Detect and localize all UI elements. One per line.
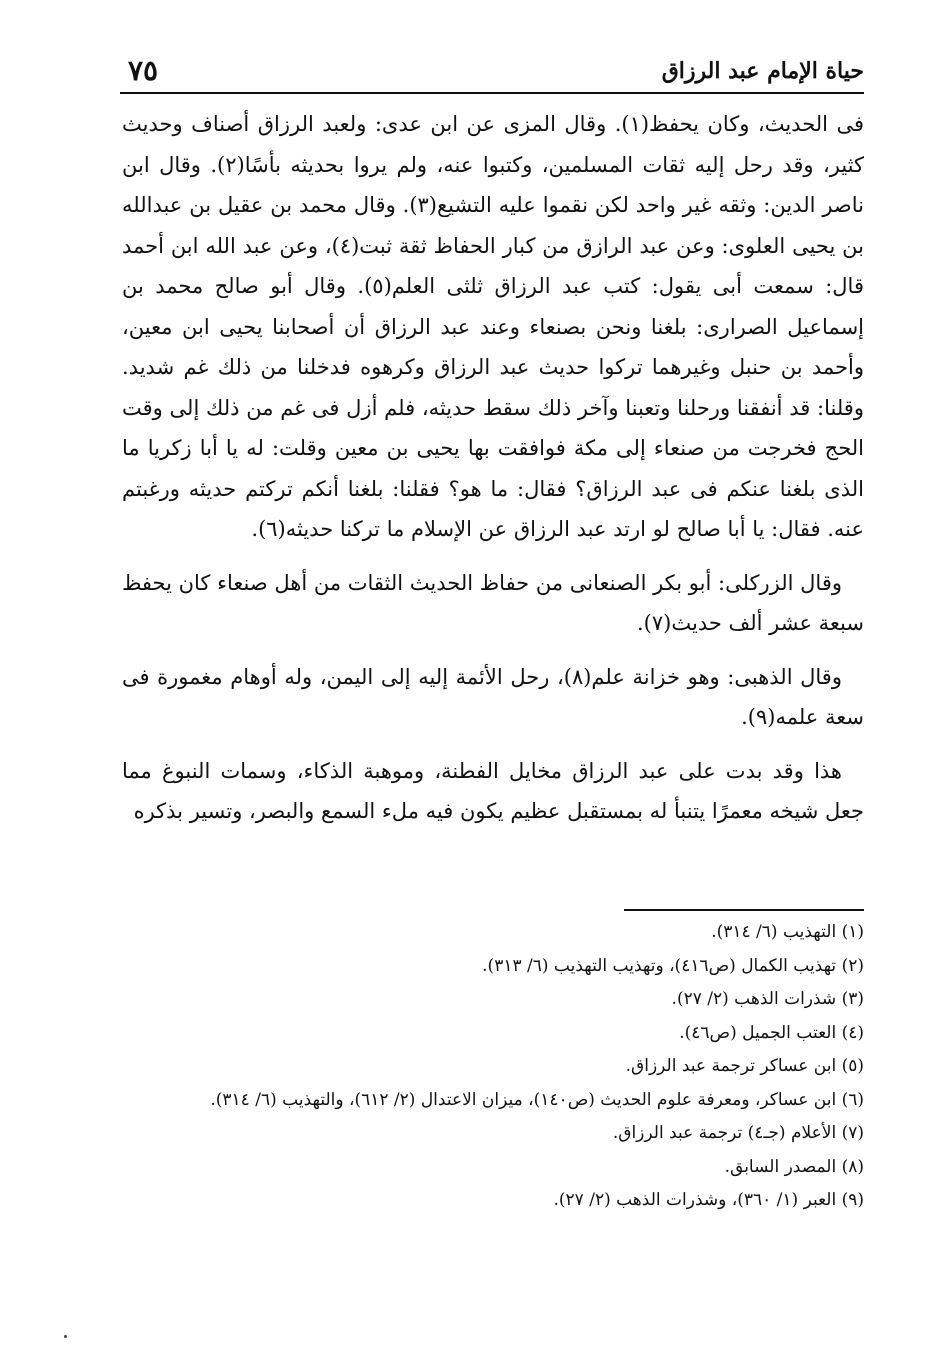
footnote: (٩) العبر (١/ ٣٦٠)، وشذرات الذهب (٢/ ٢٧). [553, 1190, 864, 1210]
paragraph: هذا وقد بدت على عبد الرزاق مخايل الفطنة، وموهبة الذكاء، وسمات النبوغ مما جعل شيخه معمرًا يتنبأ له بمستقبل عظيم يكون فيه ملء السمع والبصر، وتسير بذكره [122, 758, 864, 823]
running-header [120, 52, 864, 94]
paragraph: وقال الذهبى: وهو خزانة علم(٨)، رحل الأئمة إليه إلى اليمن، وله أوهام مغمورة فى سعة علمه(٩). [122, 664, 864, 729]
page-number: ٧٥ [128, 54, 159, 87]
footnote: (٤) العتب الجميل (ص٤٦). [679, 1022, 864, 1043]
main-text [122, 104, 864, 845]
footnote-separator [624, 909, 864, 911]
footnote: (٢) تهذيب الكمال (ص٤١٦)، وتهذيب التهذيب (٦/ ٣١٣). [482, 955, 864, 976]
scan-speck [64, 1335, 67, 1338]
paragraph: وقال الزركلى: أبو بكر الصنعانى من حفاظ الحديث الثقات من أهل صنعاء كان يحفظ سبعة عشر ألف حديث(٧). [121, 570, 864, 635]
footnote: (٧) الأعلام (جـ٤) ترجمة عبد الرزاق. [612, 1123, 864, 1143]
running-title: حياة الإمام عبد الرزاق [661, 58, 864, 84]
footnote: (٣) شذرات الذهب (٢/ ٢٧). [671, 989, 864, 1009]
footnote: (١) التهذيب (٦/ ٣١٤). [711, 922, 864, 942]
paragraph: فى الحديث، وكان يحفظ(١). وقال المزى عن ابن عدى: ولعبد الرزاق أصناف وحديث كثير، وقد رحل إليه ثقات المسلمين، وكتبوا عنه، ولم يروا بحديثه بأسًا(٢). وقال ابن ناصر الدين: وثقه غير واحد لكن نقموا عليه التشيع(٣). وقال محمد بن عقيل بن عبدالله بن يحيى العلوى: وعن عبد الرازق من كبار الحفاظ ثقة ثبت(٤)، وعن عبد الله ابن أحمد قال: سمعت أبى يقول: كتب عبد الرزاق ثلثى العلم(٥). وقال أبو صالح محمد بن إسماعيل الصرارى: بلغنا ونحن بصنعاء وعند عبد الرزاق أن أصحابنا يحيى ابن معين، وأحمد بن حنبل وغيرهما تركوا حديث عبد الرزاق وكرهوه فدخلنا من ذلك غم شديد. وقلنا: قد أنفقنا ورحلنا وتعبنا وآخر ذلك سقط حديثه، فلم أزل فى غم من ذلك إلى وقت الحج فخرجت من صنعاء إلى مكة فوافقت بها يحيى بن معين وقلت: له يا أبا زكريا ما الذى بلغنا عنكم فى عبد الرزاق؟ فقال: ما هو؟ فقلنا: بلغنا أنكم تركتم حديثه ورغبتم عنه. فقال: يا أبا صالح لو ارتد عبد الرزاق عن الإسلام ما تركنا حديثه(٦). [122, 112, 865, 541]
footnotes [122, 916, 864, 1218]
footnote: (٦) ابن عساكر، ومعرفة علوم الحديث (ص١٤٠)، ميزان الاعتدال (٢/ ٦١٢)، والتهذيب (٦/ ٣١٤). [210, 1089, 864, 1110]
footnote: (٨) المصدر السابق. [724, 1156, 864, 1177]
footnote: (٥) ابن عساكر ترجمة عبد الرزاق. [625, 1056, 864, 1076]
